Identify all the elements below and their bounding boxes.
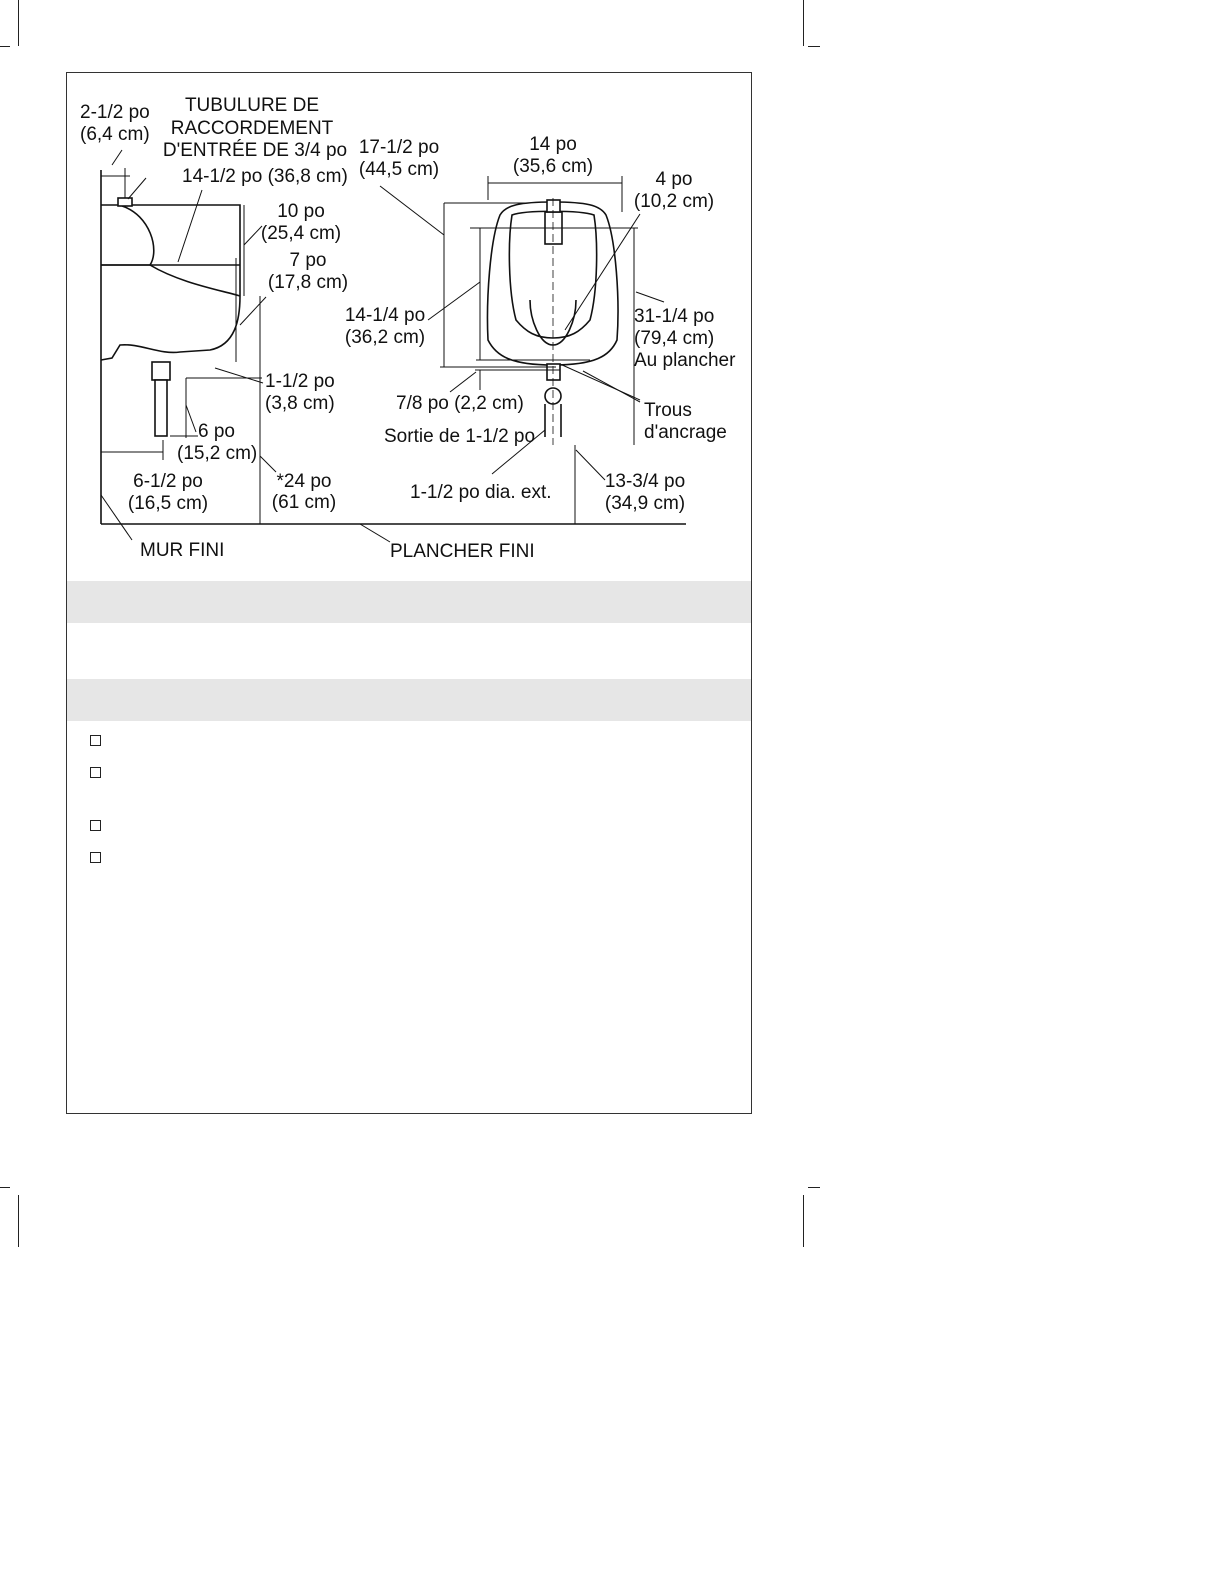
label-inlet-spud-2: RACCORDEMENT <box>170 118 334 139</box>
label-height-cm: (44,5 cm) <box>358 159 440 180</box>
label-dim-4-cm: (10,2 cm) <box>633 191 715 212</box>
label-dim-14-25-cm: (36,2 cm) <box>344 327 426 348</box>
label-depth: 14-1/2 po (36,8 cm) <box>182 166 348 187</box>
label-dim-24-cm: (61 cm) <box>271 492 337 513</box>
label-dim-10: 10 po <box>277 201 325 222</box>
label-mounting-holes-2: d'ancrage <box>644 422 727 443</box>
label-dim-6: 6 po <box>198 421 235 442</box>
label-inlet-offset-cm: (6,4 cm) <box>80 124 150 145</box>
label-mounting-holes: Trous <box>644 400 692 421</box>
label-width: 14 po <box>529 134 577 155</box>
label-inlet-offset: 2-1/2 po <box>80 102 150 123</box>
checklist-checkbox[interactable] <box>90 852 101 863</box>
label-dim-7-cm: (17,8 cm) <box>267 272 349 293</box>
label-dim-31-25: 31-1/4 po <box>634 306 715 327</box>
label-outlet: Sortie de 1-1/2 po <box>384 426 536 447</box>
label-dim-6-5-cm: (16,5 cm) <box>127 493 209 514</box>
label-dim-6-cm: (15,2 cm) <box>177 443 258 464</box>
label-dim-13-75: 13-3/4 po <box>604 471 686 492</box>
label-width-cm: (35,6 cm) <box>512 156 594 177</box>
label-dim-13-75-cm: (34,9 cm) <box>604 493 686 514</box>
checklist-checkbox[interactable] <box>90 767 101 778</box>
label-finished-floor: PLANCHER FINI <box>390 541 535 562</box>
label-inlet-spud-1: TUBULURE DE <box>184 95 320 116</box>
label-dim-6-5: 6-1/2 po <box>133 471 203 492</box>
label-dim-10-cm: (25,4 cm) <box>260 223 342 244</box>
checklist-checkbox[interactable] <box>90 735 101 746</box>
label-outlet-offset: 1-1/2 po <box>265 371 335 392</box>
section-header-band <box>67 581 751 623</box>
label-dim-14-25: 14-1/4 po <box>344 305 426 326</box>
label-dim-4: 4 po <box>655 169 693 190</box>
section-header-band <box>67 679 751 721</box>
label-to-floor: Au plancher <box>634 350 736 371</box>
label-dim-24: *24 po <box>276 471 332 492</box>
label-outlet-offset-cm: (3,8 cm) <box>265 393 335 414</box>
label-dim-31-25-cm: (79,4 cm) <box>634 328 715 349</box>
label-inlet-spud-3: D'ENTRÉE DE 3/4 po <box>162 140 348 161</box>
label-dim-7: 7 po <box>289 250 327 271</box>
label-height: 17-1/2 po <box>358 137 440 158</box>
checklist-checkbox[interactable] <box>90 820 101 831</box>
label-finished-wall: MUR FINI <box>140 540 225 561</box>
label-dim-7-8: 7/8 po (2,2 cm) <box>396 393 524 414</box>
label-outlet-od: 1-1/2 po dia. ext. <box>410 482 552 503</box>
